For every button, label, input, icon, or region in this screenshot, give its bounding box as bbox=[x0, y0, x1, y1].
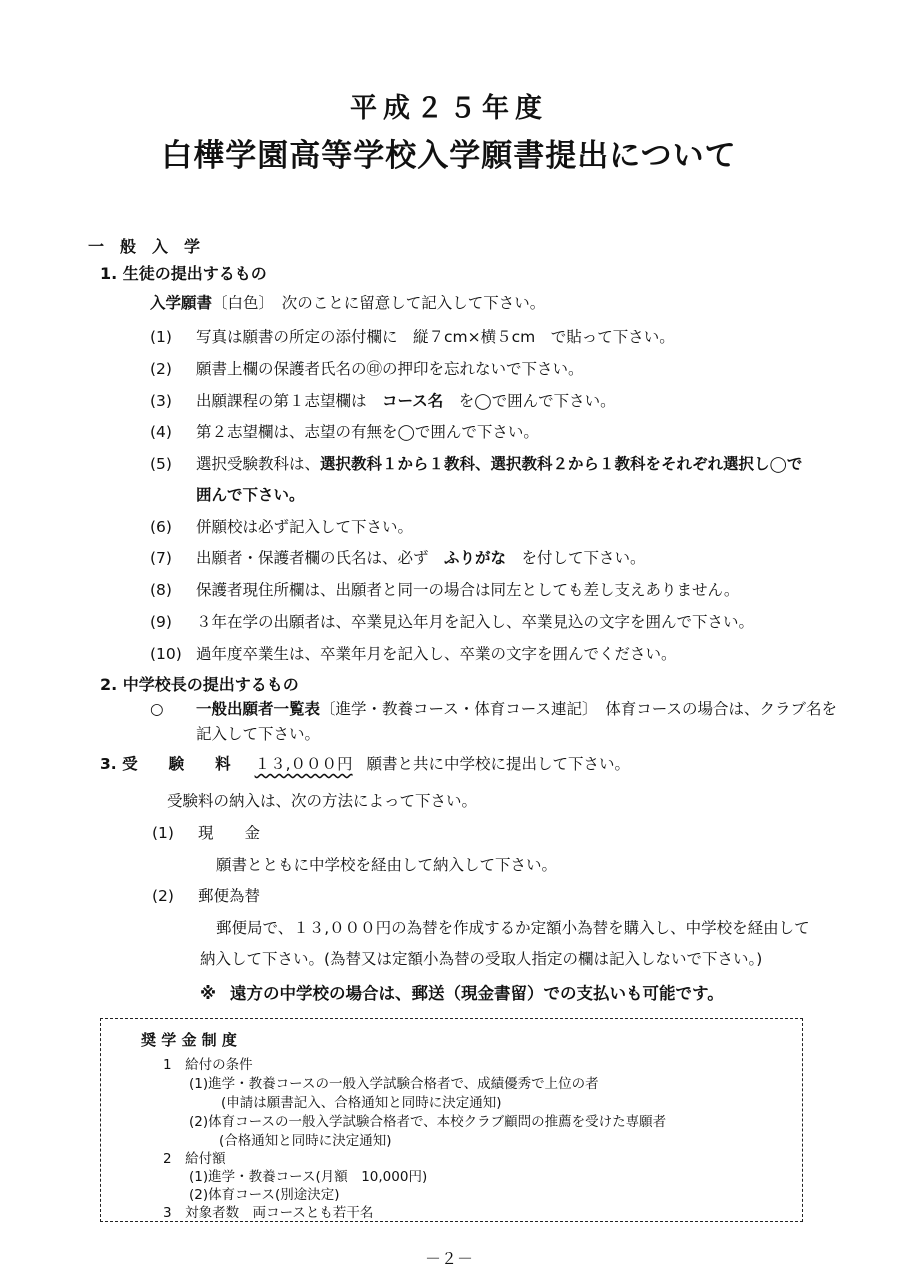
payment-intro: 受験料の納入は、次の方法によって下さい。 bbox=[167, 792, 478, 810]
part2-item bbox=[150, 697, 837, 719]
scholarship-box bbox=[100, 1018, 803, 1222]
scholarship-line: (2)体育コース(別途決定) bbox=[189, 1187, 340, 1203]
applicant-list-note: 〔進学・教養コース・体育コース連記〕 体育コースの場合は、クラブ名を bbox=[320, 700, 837, 718]
note-text: 遠方の中学校の場合は、郵送（現金書留）での支払いも可能です。 bbox=[230, 984, 724, 1003]
applicant-list-label: 一般出願者一覧表 bbox=[196, 700, 321, 718]
item-number: (10) bbox=[150, 645, 182, 663]
scholarship-line: 2 給付額 bbox=[163, 1151, 226, 1167]
item-text: 出願者・保護者欄の氏名は、必ず bbox=[196, 549, 445, 567]
scholarship-line: (合格通知と同時に決定通知) bbox=[219, 1133, 392, 1149]
item-number: (2) bbox=[150, 360, 172, 378]
list-item bbox=[150, 420, 539, 442]
payment-method-postal bbox=[152, 884, 260, 906]
page-title-year: 平成２５年度 bbox=[350, 93, 548, 124]
scholarship-line: (1)進学・教養コースの一般入学試験合格者で、成績優秀で上位の者 bbox=[189, 1076, 599, 1092]
list-item bbox=[150, 357, 584, 379]
bullet: ○ bbox=[150, 700, 164, 718]
list-item bbox=[150, 546, 646, 568]
item-text: 併願校は必ず記入して下さい。 bbox=[196, 518, 414, 536]
list-item bbox=[150, 642, 677, 664]
item-number: (3) bbox=[150, 392, 172, 410]
part3-fee-line bbox=[100, 752, 630, 774]
item-text-end: を◯で囲んで下さい。 bbox=[443, 392, 616, 410]
exam-fee-note: 願書と共に中学校に提出して下さい。 bbox=[366, 755, 631, 773]
remote-school-note bbox=[200, 980, 724, 1004]
method-label: 郵便為替 bbox=[198, 887, 261, 905]
page-number: －２－ bbox=[424, 1249, 473, 1268]
list-item-continuation bbox=[150, 483, 305, 505]
item-number: (4) bbox=[150, 423, 172, 441]
part2-heading: 2. 中学校長の提出するもの bbox=[100, 675, 299, 694]
scholarship-line: 1 給付の条件 bbox=[163, 1057, 253, 1073]
list-item bbox=[150, 610, 754, 632]
page-title: 白樺学園高等学校入学願書提出について bbox=[161, 138, 737, 174]
scholarship-title: 奨 学 金 制 度 bbox=[141, 1031, 237, 1049]
item-number: (9) bbox=[150, 613, 172, 631]
list-item bbox=[150, 515, 413, 537]
method-number: (2) bbox=[152, 887, 174, 905]
method-label: 現 金 bbox=[198, 824, 261, 842]
application-form-label: 入学願書 bbox=[150, 294, 213, 312]
list-item bbox=[150, 325, 675, 347]
part1-intro bbox=[150, 291, 545, 313]
scholarship-line: 3 対象者数 両コースとも若干名 bbox=[163, 1205, 374, 1221]
payment-method-cash bbox=[152, 821, 260, 843]
item-text: 願書上欄の保護者氏名の㊞の押印を忘れないで下さい。 bbox=[196, 360, 584, 378]
section-general-admission: 一 般 入 学 bbox=[88, 237, 201, 256]
scholarship-line: (申請は願書記入、合格通知と同時に決定通知) bbox=[221, 1095, 502, 1111]
item-emphasis: ふりがな bbox=[444, 549, 507, 567]
item-text: 出願課程の第１志望欄は bbox=[196, 392, 383, 410]
item-number: (1) bbox=[150, 328, 172, 346]
item-emphasis: 選択教科１から１教科、選択教科２から１教科をそれぞれ選択し◯で bbox=[320, 455, 803, 473]
item-text: 過年度卒業生は、卒業年月を記入し、卒業の文字を囲んでください。 bbox=[196, 645, 677, 663]
item-text: 選択受験教科は、 bbox=[196, 455, 321, 473]
item-emphasis: 囲んで下さい。 bbox=[196, 486, 305, 504]
part2-item-continuation: 記入して下さい。 bbox=[196, 725, 321, 743]
method-number: (1) bbox=[152, 824, 174, 842]
item-text: 第２志望欄は、志望の有無を◯で囲んで下さい。 bbox=[196, 423, 539, 441]
item-emphasis: コース名 bbox=[382, 392, 444, 410]
payment-method-postal-text2: 納入して下さい。(為替又は定額小為替の受取人指定の欄は記入しないで下さい。) bbox=[200, 950, 763, 968]
item-number: (5) bbox=[150, 455, 172, 473]
application-form-note: 〔白色〕 次のことに留意して記入して下さい。 bbox=[212, 294, 546, 312]
payment-method-postal-text1: 郵便局で、１３,０００円の為替を作成するか定額小為替を購入し、中学校を経由して bbox=[216, 919, 810, 937]
part1-heading: 1. 生徒の提出するもの bbox=[100, 264, 267, 283]
note-mark: ※ bbox=[200, 984, 217, 1003]
exam-fee-amount: １３,０００円 bbox=[254, 755, 353, 773]
item-number: (6) bbox=[150, 518, 172, 536]
scholarship-line: (2)体育コースの一般入学試験合格者で、本校クラブ顧問の推薦を受けた専願者 bbox=[189, 1114, 667, 1130]
item-text-end: を付して下さい。 bbox=[506, 549, 646, 567]
item-text: 写真は願書の所定の添付欄に 縦７cm×横５cm で貼って下さい。 bbox=[196, 328, 675, 346]
payment-method-cash-text: 願書とともに中学校を経由して納入して下さい。 bbox=[216, 856, 558, 874]
exam-fee-label: 3. 受 験 料 bbox=[100, 755, 231, 773]
list-item bbox=[150, 452, 802, 474]
list-item bbox=[150, 578, 739, 600]
item-number: (8) bbox=[150, 581, 172, 599]
item-text: ３年在学の出願者は、卒業見込年月を記入し、卒業見込の文字を囲んで下さい。 bbox=[196, 613, 755, 631]
scholarship-line: (1)進学・教養コース(月額 10,000円) bbox=[189, 1169, 428, 1185]
item-text: 保護者現住所欄は、出願者と同一の場合は同左としても差し支えありません。 bbox=[196, 581, 740, 599]
list-item bbox=[150, 389, 616, 411]
item-number: (7) bbox=[150, 549, 172, 567]
